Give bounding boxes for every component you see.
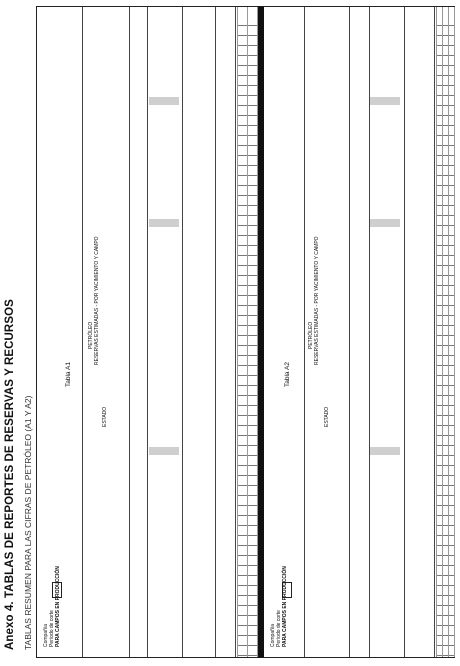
product-label: PETRÓLEO — [88, 321, 94, 349]
table-a1-label: Tabla A1 — [65, 362, 72, 387]
grid-row-line — [436, 455, 454, 456]
grid-row-line — [436, 365, 454, 366]
grid-column-line — [442, 7, 443, 657]
grid-row-line — [436, 75, 454, 76]
grid-row-line — [436, 635, 454, 636]
grid-row-line — [436, 645, 454, 646]
grid-row-line — [436, 185, 454, 186]
grid-row-line — [436, 575, 454, 576]
group-label: ESTADO — [102, 406, 108, 427]
grid-row-line — [436, 525, 454, 526]
grid-row-line — [436, 85, 454, 86]
grid-row-line — [436, 55, 454, 56]
table-heading: RESERVAS ESTIMADAS - POR YACIMIENTO Y CAMPO — [94, 236, 100, 365]
grid-row-line — [436, 315, 454, 316]
grid-column-line — [247, 7, 248, 657]
section-label: PARA CAMPOS EN PRODUCCIÓN — [55, 566, 61, 647]
grid-row-line — [436, 245, 454, 246]
grid-row-line — [436, 545, 454, 546]
grid-column-line — [436, 7, 437, 657]
grid-row-line — [436, 475, 454, 476]
grid-row-line — [436, 105, 454, 106]
period-label: Período de corte — [49, 610, 55, 647]
grid-row-line — [436, 305, 454, 306]
grid-row-line — [436, 65, 454, 66]
grid-row-line — [436, 225, 454, 226]
grid-row-line — [436, 585, 454, 586]
grid-row-line — [436, 275, 454, 276]
product-label: PETRÓLEO — [308, 321, 314, 349]
grid-row-line — [436, 95, 454, 96]
table-heading: RESERVAS ESTIMADAS - POR YACIMIENTO Y CAMPO — [314, 236, 320, 365]
grid-row-line — [436, 625, 454, 626]
grid-row-line — [436, 595, 454, 596]
grid-row-line — [436, 515, 454, 516]
grid-row-line — [436, 45, 454, 46]
grid-row-line — [436, 355, 454, 356]
grid-row-line — [436, 125, 454, 126]
grid-row-line — [436, 655, 454, 656]
grid-row-line — [436, 235, 454, 236]
grid-row-line — [436, 265, 454, 266]
grid-row-line — [436, 425, 454, 426]
grid-row-line — [436, 215, 454, 216]
annex-subtitle: TABLAS RESUMEN PARA LAS CIFRAS DE PETRÓLEO (A1 Y A2) — [23, 395, 33, 650]
grid-row-line — [436, 135, 454, 136]
grid-row-line — [436, 405, 454, 406]
grid-row-line — [436, 35, 454, 36]
grid-row-line — [436, 395, 454, 396]
grid-row-line — [436, 615, 454, 616]
table-a2-label: Tabla A2 — [284, 362, 291, 387]
grid-row-line — [436, 445, 454, 446]
grid-row-line — [436, 175, 454, 176]
grid-row-line — [436, 555, 454, 556]
grid-row-line — [436, 155, 454, 156]
grid-row-line — [436, 195, 454, 196]
section-label: PARA CAMPOS EN PRODUCCIÓN — [282, 566, 288, 647]
grid-row-line — [436, 285, 454, 286]
grid-row-line — [436, 565, 454, 566]
grid-row-line — [436, 205, 454, 206]
grid-row-line — [436, 465, 454, 466]
grid-row-line — [436, 295, 454, 296]
period-label: Período de corte — [276, 610, 282, 647]
grid-row-line — [436, 435, 454, 436]
grid-row-line — [436, 375, 454, 376]
company-label: Compañía — [43, 623, 49, 647]
grid-row-line — [436, 485, 454, 486]
grid-row-line — [436, 165, 454, 166]
grid-row-line — [436, 535, 454, 536]
grid-row-line — [436, 415, 454, 416]
grid-row-line — [436, 255, 454, 256]
table-a2 — [258, 6, 455, 658]
grid-row-line — [436, 495, 454, 496]
grid-row-line — [436, 335, 454, 336]
grid-row-line — [436, 115, 454, 116]
grid-column-line — [454, 7, 455, 657]
grid-row-line — [436, 325, 454, 326]
group-label: ESTADO — [324, 406, 330, 427]
grid-row-line — [436, 385, 454, 386]
grid-column-line — [237, 7, 238, 657]
grid-row-line — [436, 345, 454, 346]
grid-row-line — [436, 605, 454, 606]
grid-row-line — [436, 145, 454, 146]
grid-row-line — [436, 25, 454, 26]
company-label: Compañía — [270, 623, 276, 647]
grid-column-line — [448, 7, 449, 657]
annex-title: Anexo 4. TABLAS DE REPORTES DE RESERVAS Y RECURSOS — [4, 299, 16, 650]
grid-row-line — [436, 505, 454, 506]
